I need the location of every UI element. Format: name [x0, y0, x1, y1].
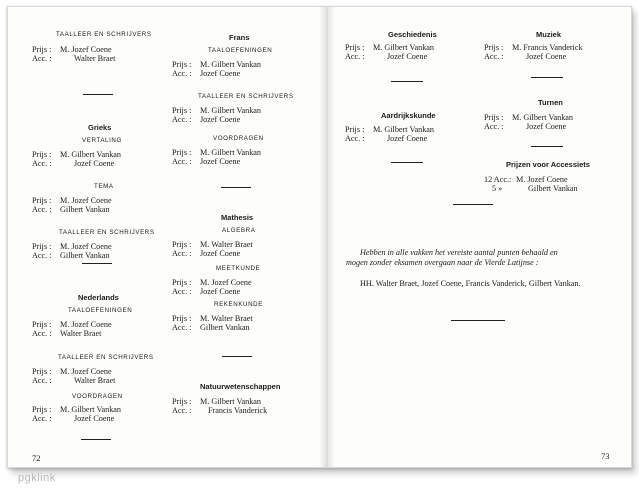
section-subheader: TAALLEER EN SCHRIJVERS: [59, 229, 155, 236]
prize-row: Prijs : M. Gilbert Vankan: [32, 405, 122, 414]
subject-header-frans: Frans: [229, 33, 250, 42]
divider-rule: [82, 263, 112, 264]
accessit-row: Acc. : Gilbert Vankan: [172, 323, 250, 332]
divider-rule: [531, 146, 563, 147]
divider-rule: [453, 204, 493, 205]
prize-row: Prijs : M. Jozef Coene: [32, 320, 112, 329]
section-subheader: TAALOEFENINGEN: [208, 47, 273, 54]
divider-rule: [531, 77, 563, 78]
prize-row: Prijs : M. Francis Vanderick: [484, 43, 583, 52]
accessit-row: 5 » Gilbert Vankan: [492, 184, 578, 193]
section-subheader: VOORDRAGEN: [213, 135, 264, 142]
section-subheader: VOORDRAGEN: [72, 393, 123, 400]
section-subheader: TEMA: [94, 183, 114, 190]
page-number-left: 72: [32, 453, 41, 463]
prize-row: Prijs : M. Walter Braet: [172, 314, 253, 323]
section-subheader: TAALOEFENINGEN: [68, 307, 133, 314]
accessit-row: Acc. : Jozef Coene: [32, 414, 115, 423]
section-subheader: VERTALING: [82, 137, 122, 144]
prize-row: Prijs : M. Gilbert Vankan: [172, 106, 262, 115]
divider-rule: [221, 187, 251, 188]
prize-row: Prijs : M. Jozef Coene: [172, 278, 252, 287]
subject-header-nederlands: Nederlands: [78, 293, 119, 302]
accessit-row: Acc. : Jozef Coene: [172, 157, 241, 166]
accessit-row: Acc. : Gilbert Vankan: [32, 251, 110, 260]
divider-rule: [81, 439, 111, 440]
prize-row: Prijs : M. Jozef Coene: [32, 45, 112, 54]
subject-header-muziek: Muziek: [536, 30, 562, 39]
subject-header-grieks: Grieks: [88, 123, 112, 132]
accessit-row: Acc. : Jozef Coene: [172, 287, 241, 296]
accessit-row: Acc. : Jozef Coene: [345, 134, 428, 143]
prize-row: Prijs : M. Gilbert Vankan: [345, 125, 435, 134]
prize-row: Prijs : M. Gilbert Vankan: [484, 113, 574, 122]
prize-row: Prijs : M. Gilbert Vankan: [345, 43, 435, 52]
accessit-row: Acc. : Jozef Coene: [172, 249, 241, 258]
promotion-paragraph-line2: mogen zonder eksamen overgaan naar de Vierde Latijnse :: [346, 258, 539, 267]
subject-header-accessiets: Prijzen voor Accessiets: [506, 160, 590, 169]
divider-rule: [83, 94, 113, 95]
section-subheader: TAALLEER EN SCHRIJVERS: [58, 354, 154, 361]
subject-header-natuurwetenschappen: Natuurwetenschappen: [200, 382, 281, 391]
subject-header-aardrijkskunde: Aardrijkskunde: [381, 111, 436, 120]
section-subheader: TAALLEER EN SCHRIJVERS: [198, 93, 294, 100]
section-subheader: TAALLEER EN SCHRIJVERS: [56, 31, 152, 38]
page-number-right: 73: [601, 451, 610, 461]
promoted-names: HH. Walter Braet, Jozef Coene, Francis Vanderick, Gilbert Vankan.: [360, 279, 581, 288]
accessit-row: Acc. : Walter Braet: [32, 329, 102, 338]
divider-rule: [391, 81, 423, 82]
accessit-row: Acc. : Jozef Coene: [484, 52, 567, 61]
accessit-row: Acc. : Gilbert Vankan: [32, 205, 110, 214]
accessit-row: Acc. : Jozef Coene: [345, 52, 428, 61]
accessit-row: Acc. : Jozef Coene: [484, 122, 567, 131]
prize-row: Prijs : M. Jozef Coene: [32, 242, 112, 251]
subject-header-mathesis: Mathesis: [221, 213, 254, 222]
divider-rule: [451, 320, 505, 321]
book-gutter: [319, 7, 335, 467]
promotion-paragraph-line1: Hebben in alle vakken het vereiste aantal punten behaald en: [360, 248, 558, 257]
accessit-row: Acc. : Walter Braet: [32, 54, 116, 63]
accessit-row: Acc. : Jozef Coene: [172, 115, 241, 124]
accessit-row: Acc. : Walter Braet: [32, 376, 116, 385]
prize-row: Prijs : M. Gilbert Vankan: [172, 148, 262, 157]
section-subheader: MEETKUNDE: [216, 265, 261, 272]
accessit-row: Acc. : Jozef Coene: [32, 159, 115, 168]
prize-row: Prijs : M. Jozef Coene: [32, 367, 112, 376]
subject-header-turnen: Turnen: [538, 98, 563, 107]
divider-rule: [391, 162, 423, 163]
accessit-row: Acc. : Francis Vanderick: [172, 406, 268, 415]
prize-row: Prijs : M. Gilbert Vankan: [172, 397, 262, 406]
prize-row: Prijs : M. Gilbert Vankan: [32, 150, 122, 159]
subject-header-geschiedenis: Geschiedenis: [388, 30, 437, 39]
divider-rule: [222, 356, 252, 357]
watermark: pgklink: [18, 472, 56, 484]
book-spread: [7, 6, 632, 468]
prize-row: Prijs : M. Walter Braet: [172, 240, 253, 249]
section-subheader: REKENKUNDE: [214, 301, 263, 308]
accessit-row: 12 Acc.: M. Jozef Coene: [484, 175, 568, 184]
accessit-row: Acc. : Jozef Coene: [172, 69, 241, 78]
prize-row: Prijs : M. Gilbert Vankan: [172, 60, 262, 69]
section-subheader: ALGEBRA: [222, 227, 256, 234]
prize-row: Prijs : M. Jozef Coene: [32, 196, 112, 205]
